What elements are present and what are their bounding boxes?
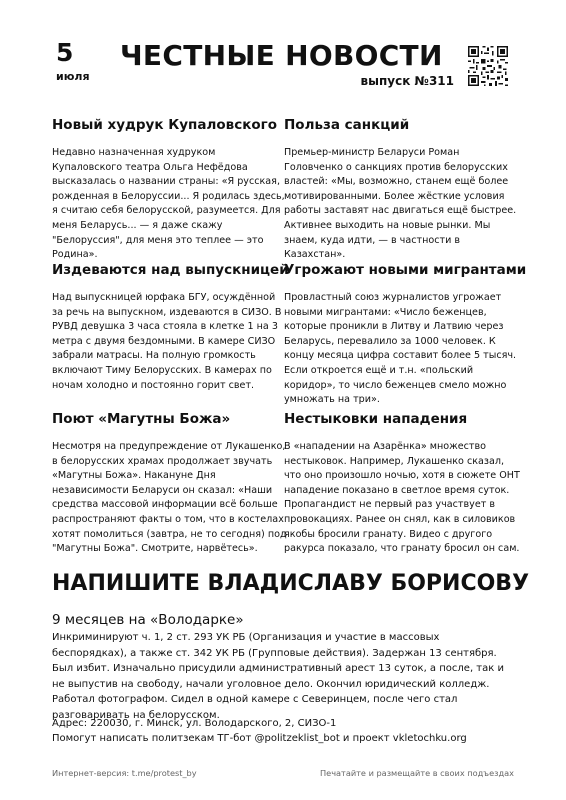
feature-title: НАПИШИТЕ ВЛАДИСЛАВУ БОРИСОВУ bbox=[52, 571, 530, 596]
feature-body: Инкриминируют ч. 1, 2 ст. 293 УК РБ (Организация и участие в массовых беспорядках), а также ст. 342 УК РБ (Групповые действия). Задержан 13 сентября. Был избит. Изначально присудили административный арест 13 суток, а после, так и не выпустив на свободу, начали уголовное дело. Окончил юридический колледж. Работал фотографом. Сидел в одной камере с Северинцем, после чего стал разговаривать на белорусском. bbox=[52, 632, 504, 721]
article-title: Новый худрук Купаловского bbox=[52, 117, 277, 133]
article-migrants bbox=[284, 262, 527, 408]
qr-code-icon bbox=[468, 46, 508, 86]
article-body: Недавно назначенная худруком Купаловского театра Ольга Нефёдова высказалась о названии страны: «Я русская, рожденная в Белоруссии... Я родилась здесь, я считаю себя белорусской, разумеется. Для меня Беларусь... — я даже скажу "Белоруссия", для меня это теплее — это Родина». bbox=[52, 147, 285, 261]
address-line: Адрес: 220030, г. Минск, ул. Володарского, 2, СИЗО-1 bbox=[52, 718, 337, 729]
article-body: Над выпускницей юрфака БГУ, осуждённой за речь на выпускном, издеваются в СИЗО. В РУВД девушка 3 часа стояла в клетке 1 на 3 метра с двумя бездомными. В камере СИЗО забрали матрасы. На полную громкость включают Тиму Белорусских. В камерах по ночам холодно и постоянно горит свет. bbox=[52, 292, 282, 391]
newsletter-title: ЧЕСТНЫЕ НОВОСТИ bbox=[120, 39, 443, 72]
help-line: Помогут написать политзекам ТГ-бот @politzeklist_bot и проект vkletochku.org bbox=[52, 733, 467, 745]
article-graduate bbox=[52, 262, 288, 393]
article-body: В «нападении на Азарёнка» множество нестыковок. Например, Лукашенко сказал, что оно произошло ночью, хотя в сюжете ОНТ нападение показано в светлое время суток. Пропагандист не первый раз участвует в провокациях. Ранее он снял, как в силовиков якобы бросили гранату. Видео с другого ракурса показало, что гранату бросил он сам. bbox=[284, 441, 520, 555]
article-hymn bbox=[52, 411, 288, 557]
article-title: Поют «Магутны Божа» bbox=[52, 411, 231, 427]
article-title: Польза санкций bbox=[284, 117, 410, 133]
article-title: Нестыковки нападения bbox=[284, 411, 468, 427]
article-title: Угрожают новыми мигрантами bbox=[284, 262, 527, 278]
article-body: Провластный союз журналистов угрожает новыми мигрантами: «Число беженцев, которые проникли в Литву и Латвию через Беларусь, перевалило за 1000 человек. К концу месяца цифра составит более 5 тысяч. Если откроется ещё и т.н. «польский коридор», то число беженцев смело можно умножать на три». bbox=[284, 292, 517, 406]
date-month: июля bbox=[56, 70, 90, 83]
feature-subtitle: 9 месяцев на «Володарке» bbox=[52, 612, 244, 628]
date-day: 5 bbox=[56, 38, 74, 67]
footer-web-version: Интернет-версия: t.me/protest_by bbox=[52, 768, 197, 778]
article-kupalovsky bbox=[52, 117, 288, 263]
article-body: Несмотря на предупреждение от Лукашенко, в белорусских храмах продолжает звучать «Магутны Божа». Накануне Дня независимости Беларуси он сказал: «Наши средства массовой информации всё больше распространяют факты о том, что в костелах хотят помолиться (завтра, не то сегодня) под "Магутны Божа". Смотрите, нарвётесь». bbox=[52, 441, 287, 555]
footer-print-note: Печатайте и размещайте в своих подъездах bbox=[320, 768, 514, 778]
article-sanctions bbox=[284, 117, 520, 263]
article-attack bbox=[284, 411, 520, 557]
issue-number: выпуск №311 bbox=[360, 74, 454, 88]
article-title: Издеваются над выпускницей bbox=[52, 262, 289, 278]
address-block bbox=[52, 716, 522, 747]
article-body: Премьер-министр Беларуси Роман Головченко о санкциях против белорусских властей: «Мы, возможно, станем ещё более мотивированными. Более жёсткие условия работы заставят нас двигаться ещё быстрее. Активнее выходить на новые рынки. Мы знаем, куда идти, — в частности в Казахстан». bbox=[284, 147, 517, 261]
